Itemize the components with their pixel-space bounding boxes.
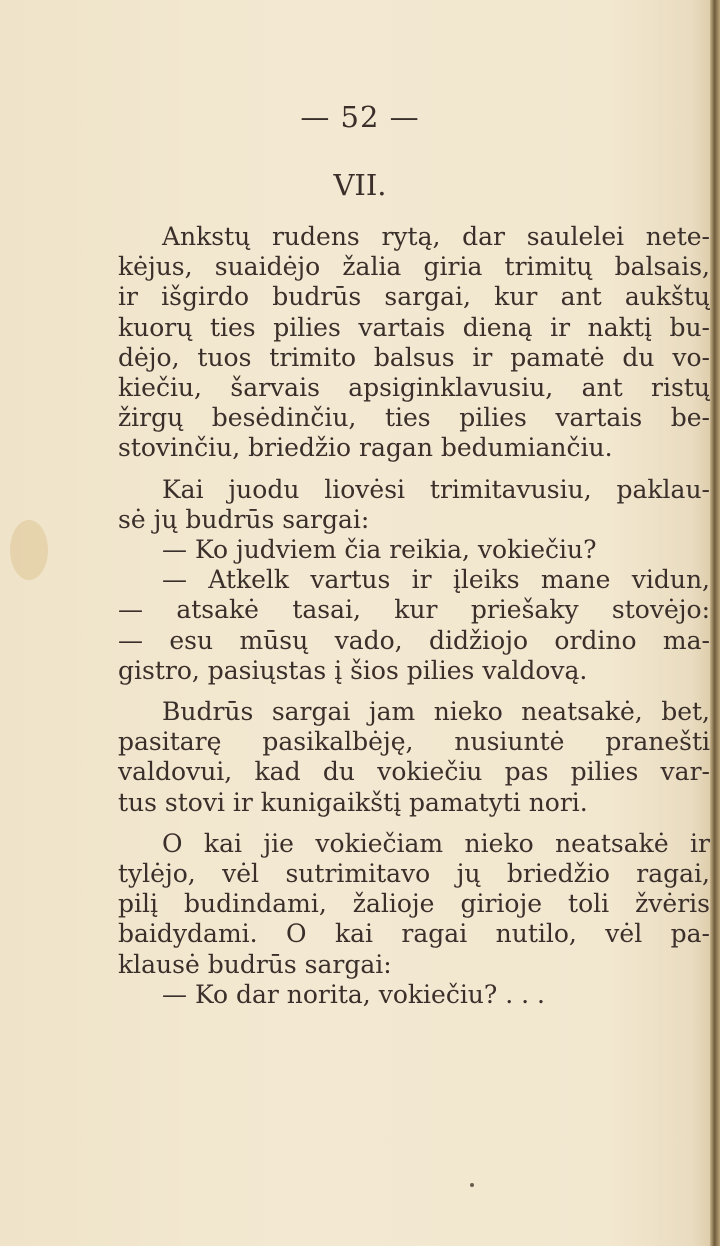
- text-line: Budrūs sargai jam nieko neatsakė, bet,: [162, 697, 710, 727]
- text-line: Kai juodu liovėsi trimitavusiu, paklau-: [162, 474, 710, 504]
- text-line: gistro, pasiųstas į šios pilies valdovą.: [118, 655, 588, 685]
- text-line: valdovui, kad du vokiečiu pas pilies var-: [118, 757, 710, 787]
- paragraph-1: [118, 222, 710, 464]
- chapter-heading: VII.: [333, 168, 387, 202]
- paragraph-2: [118, 475, 710, 686]
- text-line: — Atkelk vartus ir įleiks mane vidun,: [162, 565, 710, 595]
- text-line: kėjus, suaidėjo žalia giria trimitų balsais,: [118, 252, 710, 282]
- text-line: klausė budrūs sargai:: [118, 949, 392, 979]
- text-line: tus stovi ir kunigaikštį pamatyti nori.: [118, 787, 588, 817]
- text-line: ir išgirdo budrūs sargai, kur ant aukštų: [118, 282, 710, 312]
- text-line: kiečiu, šarvais apsiginklavusiu, ant ristų: [118, 373, 710, 403]
- text-line: — Ko dar norita, vokiečiu? . . .: [162, 979, 545, 1009]
- text-line: — esu mūsų vado, didžiojo ordino ma-: [118, 625, 710, 655]
- text-line: — atsakė tasai, kur priešaky stovėjo:: [118, 595, 710, 625]
- text-line: stovinčiu, briedžio ragan bedumiančiu.: [118, 433, 613, 463]
- text-line: dėjo, tuos trimito balsus ir pamatė du vo-: [118, 342, 710, 372]
- text-line: Ankstų rudens rytą, dar saulelei nete-: [162, 222, 710, 251]
- text-line: žirgų besėdinčiu, ties pilies vartais be-: [118, 403, 710, 433]
- page-number: — 52 —: [300, 100, 420, 134]
- text-line: sė jų budrūs sargai:: [118, 504, 370, 534]
- text-line: baidydami. O kai ragai nutilo, vėl pa-: [118, 919, 710, 949]
- text-line: — Ko judviem čia reikia, vokiečiu?: [162, 535, 597, 565]
- text-line: kuorų ties pilies vartais dieną ir naktį bu-: [118, 312, 710, 342]
- paragraph-4: [118, 829, 710, 1010]
- text-line: pasitarę pasikalbėję, nusiuntė pranešti: [118, 727, 710, 757]
- text-line: O kai jie vokiečiam nieko neatsakė ir: [162, 828, 710, 858]
- paper-stain: [10, 520, 48, 580]
- text-line: pilį budindami, žalioje girioje toli žvėris: [118, 889, 710, 919]
- text-line: tylėjo, vėl sutrimitavo jų briedžio ragai,: [118, 859, 710, 889]
- body-text: [118, 222, 710, 1021]
- paragraph-3: [118, 697, 710, 818]
- ink-dot: [470, 1183, 474, 1187]
